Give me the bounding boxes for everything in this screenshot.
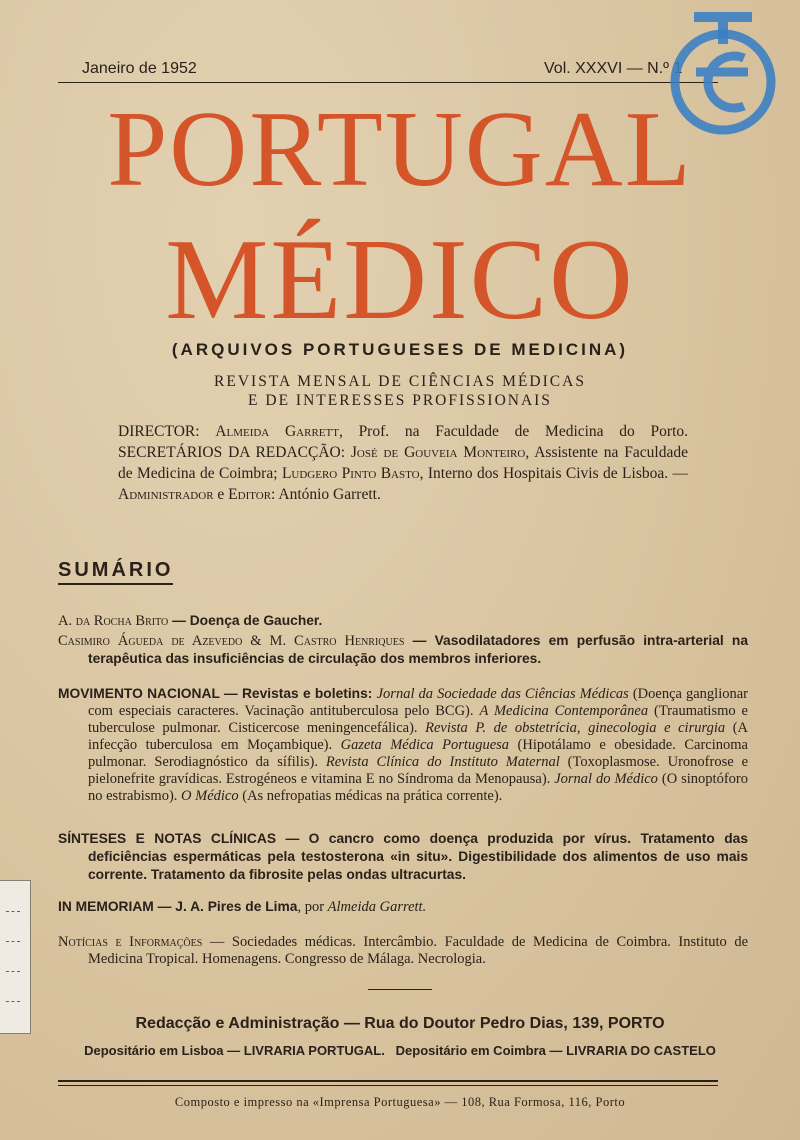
movimento-journal-7: O Médico	[181, 788, 239, 804]
movimento-journal-5: Revista Clínica do Instituto Maternal	[325, 754, 560, 770]
noticias-text: — Sociedades médicas. Intercâmbio. Faculdade de Medicina de Coimbra. Instituto de Medicina Tropical. Homenagens. Congresso de Málaga. Necrologia.	[88, 934, 749, 967]
movimento-label: MOVIMENTO NACIONAL — Revistas e boletins:	[58, 686, 377, 701]
footer-rule-thick	[58, 1080, 718, 1082]
summary-sinteses	[58, 830, 748, 884]
movimento-journal-1: Jornal da Sociedade das Ciências Médicas	[376, 686, 629, 702]
noticias-label: Notícias e Informações	[58, 934, 203, 950]
depositaries-line: Depositário em Lisboa — LIVRARIA PORTUGAL. Depositário em Coimbra — LIVRARIA DO CASTELO	[84, 1043, 716, 1058]
director-label: DIRECTOR:	[118, 423, 200, 440]
memoriam-label: IN MEMORIAM — J. A. Pires de Lima	[58, 899, 298, 914]
summary-in-memoriam	[58, 898, 748, 916]
movimento-text-2: (Traumatismo e tuberculose pulmonar. Cisticercose meningencefálica).	[88, 703, 748, 736]
entry1-title: — Doença de Gaucher.	[168, 613, 323, 628]
sinteses-text: SÍNTESES E NOTAS CLÍNICAS — O cancro como doença produzida por vírus. Tratamento das deficiências espermáticas pela testosterona «in situ». Digestibilidade dos alimentos de uso mais corrente. Tratamento da fibrosite pelas ondas ultracurtas.	[58, 831, 748, 882]
movimento-text-6: (O sinoptóforo no estrabismo).	[88, 771, 748, 804]
footer-rule-thin	[58, 1085, 718, 1086]
movimento-journal-3: Revista P. de obstetrícia, ginecologia e cirurgia	[425, 720, 726, 736]
secretaries-label: SECRETÁRIOS DA REDACÇÃO:	[118, 444, 346, 461]
editor-name: António Garrett.	[275, 486, 381, 503]
admin-and: e	[213, 486, 229, 503]
entry2-author: Casimiro Águeda de Azevedo & M. Castro Henriques	[58, 633, 405, 649]
entry2-title: — Vasodilatadores em perfusão intra-arterial na terapêutica das insuficiências de circulação dos membros inferiores.	[88, 633, 748, 666]
director-name: Almeida Garrett	[215, 423, 339, 440]
movimento-text-4: (Hipotálamo e obesidade. Carcinoma pulmonar. Serodiagnóstico da sífilis).	[88, 737, 748, 770]
movimento-text-1: (Doença ganglionar com especiais caracteres. Vacinação antituberculosa pelo BCG).	[88, 686, 748, 719]
masthead-subtitle: (ARQUIVOS PORTUGUESES DE MEDICINA)	[171, 340, 629, 359]
summary-movimento-nacional	[58, 685, 748, 805]
editor-label: Editor:	[228, 486, 276, 503]
entry1-author: A. da Rocha Brito	[58, 613, 169, 629]
secretary2-name: Ludgero Pinto Basto	[281, 465, 420, 482]
volume-number: Vol. XXXVI — N.º 1	[544, 60, 683, 77]
summary-entry-2	[58, 632, 748, 668]
printer-line: Composto e impresso na «Imprensa Portuguesa» — 108, Rua Formosa, 116, Porto	[174, 1095, 626, 1109]
admin-label: Administrador	[118, 486, 214, 503]
memoriam-by: , por	[297, 899, 328, 915]
secretary1-role: , Assistente na Faculdade de Medicina de Coimbra;	[118, 444, 688, 482]
movimento-text-5: (Toxoplasmose. Uronofrose e pielonefrite gravídicas. Estrogéneos e vitamina E no Síndroma da Menopausa).	[88, 754, 748, 787]
catalog-label	[0, 880, 31, 1034]
movimento-journal-4: Gazeta Médica Portuguesa	[340, 737, 510, 753]
masthead-title-line2: MÉDICO	[165, 216, 635, 344]
section-divider	[368, 989, 432, 990]
library-stamp-icon	[664, 10, 782, 140]
summary-heading: SUMÁRIO	[58, 559, 173, 585]
movimento-journal-6: Jornal do Médico	[554, 771, 658, 787]
monthly-line2: E DE INTERESSES PROFISSIONAIS	[248, 392, 552, 409]
memoriam-author: Almeida Garrett.	[327, 899, 427, 915]
monthly-line1: REVISTA MENSAL DE CIÊNCIAS MÉDICAS	[214, 373, 586, 390]
editorial-staff	[118, 421, 688, 505]
movimento-text-7: (As nefropatias médicas na prática corrente).	[238, 788, 503, 804]
summary-noticias	[58, 934, 748, 968]
movimento-journal-2: A Medicina Contemporânea	[479, 703, 649, 719]
movimento-text-3: (A infecção tuberculosa em Moçambique).	[88, 720, 749, 753]
masthead-title-line1: PORTUGAL	[107, 90, 693, 209]
issue-date: Janeiro de 1952	[82, 60, 197, 77]
summary-entry-1	[58, 612, 718, 630]
address-line: Redacção e Administração — Rua do Doutor Pedro Dias, 139, PORTO	[135, 1015, 665, 1032]
director-role: , Prof. na Faculdade de Medicina do Porto.	[338, 423, 689, 440]
secretary2-role: , Interno dos Hospitais Civis de Lisboa. —	[419, 465, 689, 482]
secretary1-name: José de Gouveia Monteiro	[350, 444, 526, 461]
header-rule	[58, 82, 718, 83]
